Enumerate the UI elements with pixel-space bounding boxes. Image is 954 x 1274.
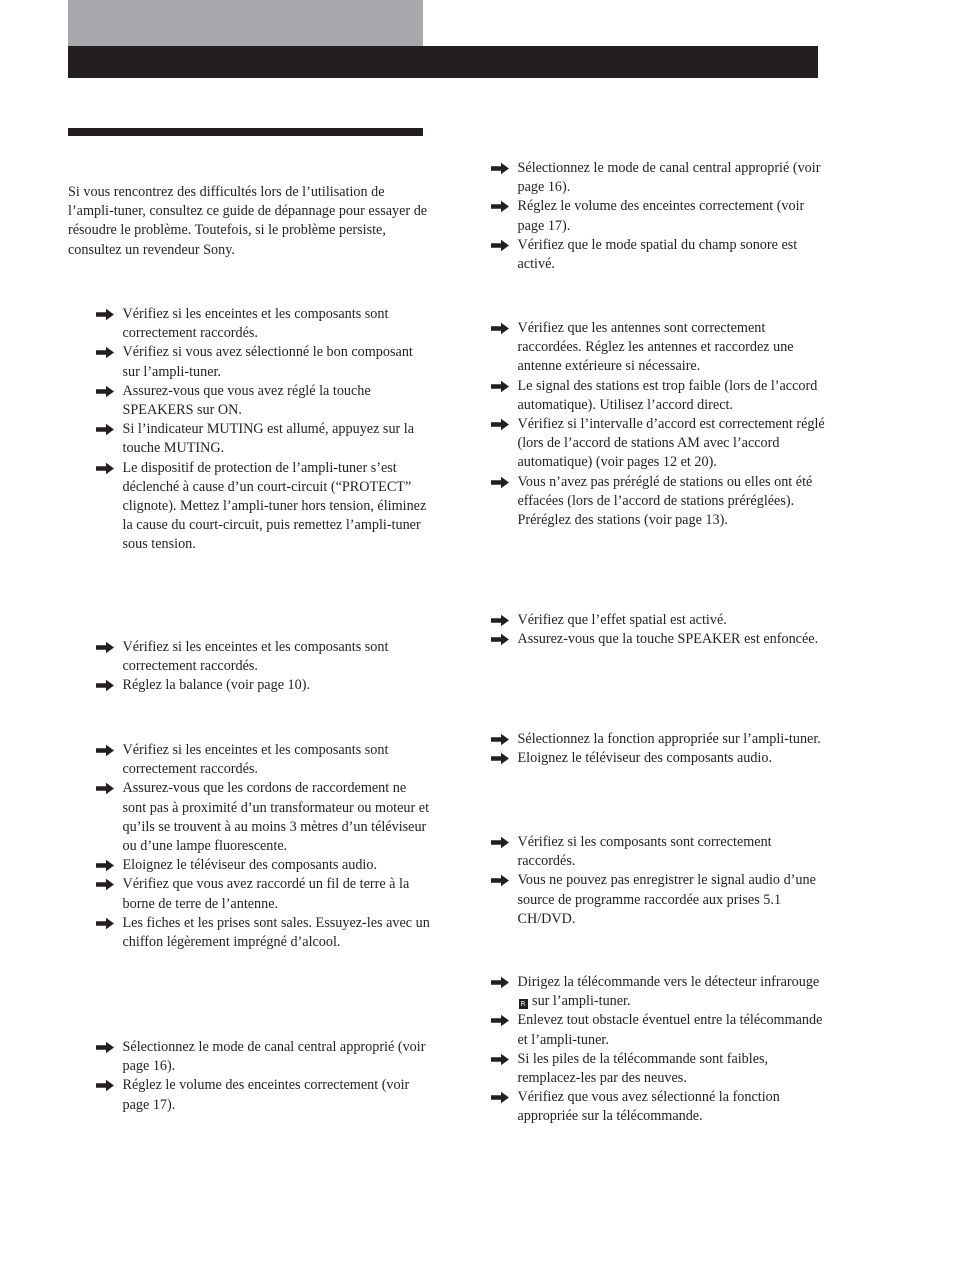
troubleshoot-item [95, 459, 430, 555]
troubleshoot-item [490, 236, 825, 274]
arrow-right-icon [95, 1079, 115, 1092]
troubleshoot-item [95, 741, 430, 779]
item-text: Sélectionnez la fonction appropriée sur l’ampli-tuner. [517, 731, 821, 747]
right-section-4-list [490, 730, 825, 768]
item-text: Assurez-vous que vous avez réglé la touche SPEAKERS sur ON. [122, 382, 371, 419]
troubleshoot-item [95, 343, 430, 381]
right-section-1-list [490, 159, 825, 274]
troubleshoot-item [95, 305, 430, 343]
arrow-right-icon [490, 976, 510, 989]
left-section-4-list [95, 1038, 430, 1115]
arrow-right-icon [490, 836, 510, 849]
arrow-right-icon [490, 733, 510, 746]
troubleshoot-item [95, 382, 430, 420]
arrow-right-icon [490, 614, 510, 627]
arrow-right-icon [95, 917, 115, 930]
item-text: Vous ne pouvez pas enregistrer le signal audio d’une source de programme raccordée aux prises 5.1 CH/DVD. [517, 872, 816, 927]
arrow-right-icon [95, 308, 115, 321]
troubleshoot-item [490, 473, 825, 531]
item-text: Eloignez le téléviseur des composants audio. [517, 750, 773, 767]
troubleshoot-item [490, 1050, 825, 1088]
item-text: Vérifiez que vous avez raccordé un fil de terre à la borne de terre de l’antenne. [122, 876, 410, 912]
troubleshoot-item [95, 420, 430, 458]
item-text: sur l’ampli-tuner. [532, 993, 631, 1010]
troubleshoot-item [490, 1011, 825, 1049]
item-text: Vérifiez si vous avez sélectionné le bon composant sur l’ampli-tuner. [122, 344, 413, 380]
item-text: Réglez le volume des enceintes correctement (voir page 17). [122, 1077, 410, 1113]
item-text: Vérifiez que l’effet spatial est activé. [517, 612, 727, 628]
item-text: Vérifiez si les enceintes et les composants sont correctement raccordés. [122, 306, 389, 342]
item-text: Assurez-vous que les cordons de raccordement ne sont pas à proximité d’un transformateur ou moteur et qu’ils se trouvent à au moins 3 mètres d’un téléviseur ou d’une lampe fluorescente. [122, 780, 430, 855]
arrow-right-icon [490, 476, 510, 489]
arrow-right-icon [95, 859, 115, 872]
arrow-right-icon [490, 1053, 510, 1066]
arrow-right-icon [95, 346, 115, 359]
arrow-right-icon [95, 641, 115, 654]
troubleshoot-item [95, 875, 430, 913]
arrow-right-icon [95, 878, 115, 891]
item-text: Réglez le volume des enceintes correctement (voir page 17). [517, 198, 805, 234]
arrow-right-icon [490, 418, 510, 431]
infrared-sensor-icon: R [519, 999, 528, 1009]
item-text: Réglez la balance (voir page 10). [122, 677, 310, 694]
troubleshoot-item [490, 630, 825, 649]
arrow-right-icon [95, 385, 115, 398]
arrow-right-icon [490, 322, 510, 335]
troubleshoot-item [95, 914, 430, 952]
right-section-3-list [490, 611, 825, 649]
troubleshoot-item [490, 730, 825, 749]
left-section-2-list [95, 638, 430, 696]
right-section-2-list [490, 319, 825, 530]
arrow-right-icon [490, 380, 510, 393]
item-text: Vérifiez si les enceintes et les composants sont correctement raccordés. [122, 639, 389, 675]
troubleshoot-item [490, 377, 825, 415]
troubleshoot-item [95, 779, 430, 856]
arrow-right-icon [490, 633, 510, 646]
troubleshoot-item [95, 856, 430, 875]
arrow-right-icon [490, 162, 510, 175]
left-section-3-list [95, 741, 430, 952]
header-gray-tab [68, 0, 423, 46]
troubleshoot-item [490, 319, 825, 377]
item-text: Vous n’avez pas préréglé de stations ou elles ont été effacées (lors de l’accord de stations préréglées). Préréglez des stations (voir page 13). [517, 473, 813, 529]
item-text: Si les piles de la télécommande sont faibles, remplacez-les par des neuves. [517, 1050, 769, 1087]
troubleshoot-item [490, 871, 825, 929]
troubleshoot-item [490, 611, 825, 630]
right-section-5-list [490, 833, 825, 929]
section-title-rule [68, 128, 423, 136]
item-text: Vérifiez que vous avez sélectionné la fonction appropriée sur la télécommande. [517, 1089, 780, 1125]
troubleshoot-item [490, 833, 825, 871]
arrow-right-icon [95, 1041, 115, 1054]
arrow-right-icon [95, 744, 115, 757]
arrow-right-icon [95, 423, 115, 436]
item-text: Sélectionnez le mode de canal central approprié (voir page 16). [122, 1039, 426, 1075]
item-text: Enlevez tout obstacle éventuel entre la télécommande et l’ampli-tuner. [517, 1012, 823, 1048]
item-text: Dirigez la télécommande vers le détecteur infrarouge [517, 974, 820, 990]
troubleshoot-item [95, 676, 430, 695]
troubleshoot-item [95, 638, 430, 676]
troubleshoot-item [490, 159, 825, 197]
arrow-right-icon [490, 239, 510, 252]
troubleshoot-item [490, 749, 825, 768]
item-text: Le signal des stations est trop faible (lors de l’accord automatique). Utilisez l’accord direct. [517, 377, 818, 413]
item-text: Vérifiez si l’intervalle d’accord est correctement réglé (lors de l’accord de stations AM avec l’accord automatique) (voir pages 12 et 20). [517, 416, 825, 471]
arrow-right-icon [95, 782, 115, 795]
troubleshoot-item [490, 197, 825, 235]
item-text: Vérifiez que les antennes sont correctement raccordées. Réglez les antennes et raccordez une antenne extérieure si nécessaire. [517, 320, 794, 375]
left-section-1-list [95, 305, 430, 555]
item-text: Vérifiez si les composants sont correctement raccordés. [517, 834, 772, 870]
item-text: Sélectionnez le mode de canal central approprié (voir page 16). [517, 160, 821, 196]
item-text: Vérifiez si les enceintes et les composants sont correctement raccordés. [122, 742, 389, 778]
item-text: Si l’indicateur MUTING est allumé, appuyez sur la touche MUTING. [122, 421, 415, 457]
arrow-right-icon [490, 1014, 510, 1027]
troubleshoot-item [490, 415, 825, 473]
header-black-bar [68, 46, 818, 78]
troubleshoot-item [95, 1038, 430, 1076]
item-text: Le dispositif de protection de l’ampli-tuner s’est déclenché à cause d’un court-circuit (“PROTECT” clignote). Mettez l’ampli-tuner hors tension, éliminez la cause du court-circuit, puis remettez l’ampli-tuner sous tension. [122, 459, 427, 553]
item-text: Vérifiez que le mode spatial du champ sonore est activé. [517, 236, 798, 273]
troubleshoot-item [490, 1088, 825, 1126]
troubleshoot-item [490, 973, 825, 1011]
right-section-6-list [490, 973, 825, 1127]
intro-paragraph: Si vous rencontrez des difficultés lors de l’utilisation de l’ampli-tuner, consultez ce guide de dépannage pour essayer de résoudre le problème. Toutefois, si le problème persiste, consultez un revendeur Sony. [68, 184, 428, 258]
arrow-right-icon [490, 752, 510, 765]
arrow-right-icon [490, 1091, 510, 1104]
item-text: Eloignez le téléviseur des composants audio. [122, 857, 378, 874]
arrow-right-icon [95, 679, 115, 692]
troubleshoot-item [95, 1076, 430, 1114]
item-text: Assurez-vous que la touche SPEAKER est enfoncée. [517, 631, 819, 648]
arrow-right-icon [490, 874, 510, 887]
arrow-right-icon [490, 200, 510, 213]
item-text: Les fiches et les prises sont sales. Essuyez-les avec un chiffon légèrement imprégné d’alcool. [122, 914, 430, 951]
arrow-right-icon [95, 462, 115, 475]
